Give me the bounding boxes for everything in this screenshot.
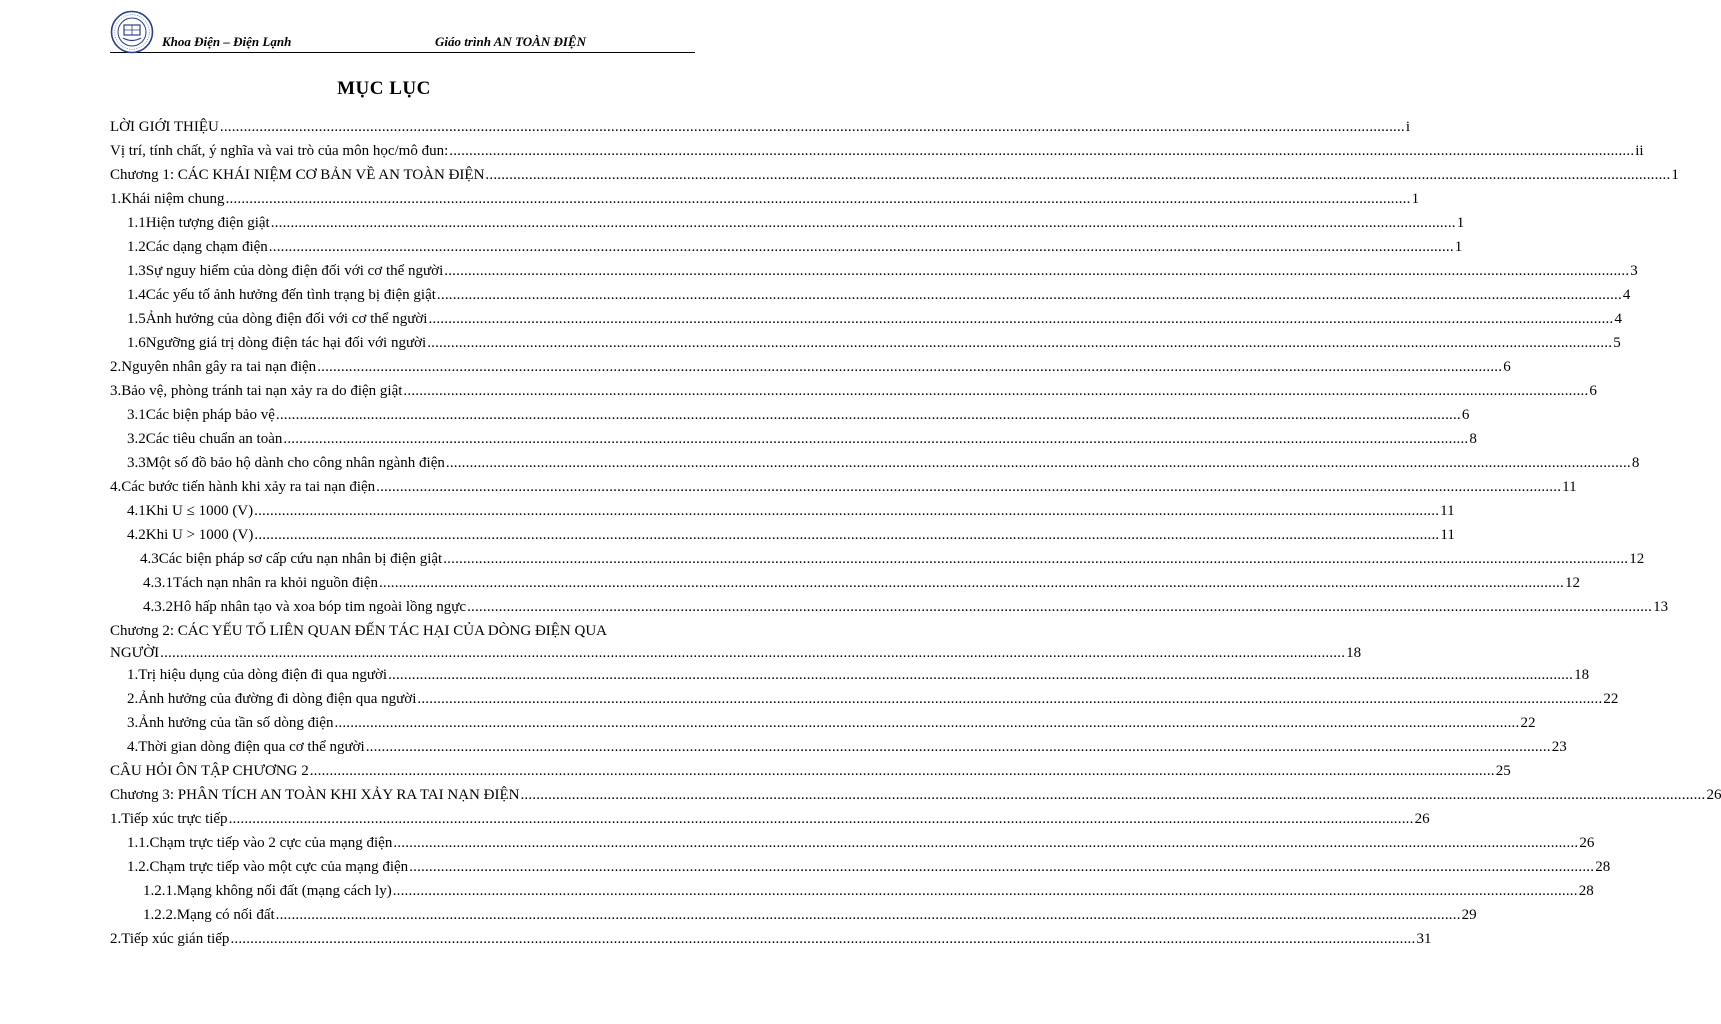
toc-entry[interactable] <box>110 762 1511 780</box>
dot-leader: ............................................................................................................................................................................................................................................................................................................ <box>275 407 1461 423</box>
toc-entry-text: Mạng có nối đất <box>176 907 275 923</box>
dot-leader: ............................................................................................................................................................................................................................................................................................................ <box>254 527 1440 543</box>
toc-entry[interactable] <box>110 358 1511 376</box>
toc-entry-page: 11 <box>1440 527 1455 543</box>
toc-entry[interactable] <box>127 738 1567 756</box>
toc-entry-page: 28 <box>1578 883 1594 899</box>
toc-entry-number: 4.3.2 <box>143 599 173 615</box>
toc-entry-text: Hô hấp nhân tạo và xoa bóp tim ngoài lồng ngực <box>173 599 467 615</box>
page-title: MỤC LỤC <box>337 78 431 99</box>
toc-entry[interactable] <box>140 550 1645 568</box>
toc-entry[interactable] <box>110 786 1721 804</box>
dot-leader: ............................................................................................................................................................................................................................................................................................................ <box>443 551 1629 567</box>
toc-entry-text: Các yếu tố ảnh hưởng đến tình trạng bị điện giật <box>145 287 436 303</box>
dot-leader: ............................................................................................................................................................................................................................................................................................................ <box>445 455 1631 471</box>
dot-leader: ............................................................................................................................................................................................................................................................................................................ <box>268 239 1454 255</box>
toc-entry[interactable] <box>110 118 1411 136</box>
toc-entry-text: Sự nguy hiểm của dòng điện đối với cơ thể người <box>145 263 444 279</box>
toc-entry-text: Các dạng chạm điện <box>145 239 268 255</box>
toc-entry-text: CÂU HỎI ÔN TẬP CHƯƠNG 2 <box>110 763 309 779</box>
toc-entry-number: 1.2 <box>127 239 146 255</box>
toc-entry[interactable] <box>127 406 1470 424</box>
toc-entry[interactable] <box>127 214 1465 232</box>
toc-entry-number: 4.3 <box>140 551 159 567</box>
toc-entry[interactable] <box>110 478 1577 496</box>
toc-entry[interactable] <box>127 834 1595 852</box>
toc-entry-page: 12 <box>1564 575 1580 591</box>
toc-entry-page: 28 <box>1595 859 1611 875</box>
dot-leader: ............................................................................................................................................................................................................................................................................................................ <box>427 335 1613 351</box>
toc-entry-text: Chạm trực tiếp vào một cực của mạng điện <box>149 859 409 875</box>
dot-leader: ............................................................................................................................................................................................................................................................................................................ <box>283 431 1469 447</box>
dot-leader: ............................................................................................................................................................................................................................................................................................................ <box>403 383 1589 399</box>
toc-entry-text: Tách nạn nhân ra khỏi nguồn điện <box>173 575 378 591</box>
toc-entry-page: i <box>1405 119 1411 135</box>
toc-entry-text: Ảnh hưởng của dòng điện đối với cơ thể người <box>145 311 428 327</box>
toc-entry-page: 11 <box>1562 479 1577 495</box>
toc-entry-page: 6 <box>1589 383 1597 399</box>
dot-leader: ............................................................................................................................................................................................................................................................................................................ <box>467 599 1653 615</box>
toc-entry[interactable] <box>110 644 1362 662</box>
dot-leader: ............................................................................................................................................................................................................................................................................................................ <box>417 691 1603 707</box>
toc-entry-page: 31 <box>1416 931 1432 947</box>
toc-entry[interactable] <box>127 526 1455 544</box>
dot-leader: ............................................................................................................................................................................................................................................................................................................ <box>228 811 1414 827</box>
toc-entry-text: Các tiêu chuẩn an toàn <box>145 431 283 447</box>
toc-entry-page: 26 <box>1414 811 1430 827</box>
toc-entry-page: 26 <box>1579 835 1595 851</box>
toc-entry-page: ii <box>1635 143 1644 159</box>
toc-entry-page: 8 <box>1469 431 1477 447</box>
toc-entry-page: 12 <box>1629 551 1645 567</box>
toc-entry-number: 4. <box>110 479 122 495</box>
dot-leader: ............................................................................................................................................................................................................................................................................................................ <box>160 645 1346 661</box>
school-logo-icon <box>110 10 154 54</box>
toc-entry-number: 3. <box>110 383 122 399</box>
toc-entry[interactable] <box>127 454 1640 472</box>
toc-entry-number: 4. <box>127 739 139 755</box>
toc-entry-page: 1 <box>1411 191 1420 207</box>
toc-entry-text: Tiếp xúc gián tiếp <box>121 931 230 947</box>
dot-leader: ............................................................................................................................................................................................................................................................................................................ <box>275 907 1461 923</box>
toc-entry-page: 6 <box>1503 359 1511 375</box>
toc-entry-text: Khái niệm chung <box>121 191 225 207</box>
toc-entry-page: 18 <box>1574 667 1590 683</box>
dot-leader: ............................................................................................................................................................................................................................................................................................................ <box>365 739 1551 755</box>
dot-leader: ............................................................................................................................................................................................................................................................................................................ <box>334 715 1520 731</box>
toc-entry-text: Một số đồ bảo hộ dành cho công nhân ngành điện <box>145 455 445 471</box>
toc-entry-text: Thời gian dòng điện qua cơ thể người <box>138 739 365 755</box>
toc-entry-text: Hiện tượng điện giật <box>145 215 270 231</box>
toc-entry-number: 4.3.1 <box>143 575 173 591</box>
toc-entry-text: LỜI GIỚI THIỆU <box>110 119 219 135</box>
toc-entry-page: 4 <box>1622 287 1631 303</box>
toc-entry-page: 1 <box>1456 215 1465 231</box>
toc-entry[interactable] <box>127 858 1611 876</box>
toc-entry-page: 11 <box>1440 503 1455 519</box>
toc-entry[interactable] <box>110 166 1679 184</box>
toc-entry-number: 1.3 <box>127 263 146 279</box>
toc-entry[interactable] <box>127 238 1463 256</box>
toc-entry-number: 1.4 <box>127 287 146 303</box>
toc-entry[interactable] <box>110 142 1644 160</box>
dot-leader: ............................................................................................................................................................................................................................................................................................................ <box>444 263 1630 279</box>
toc-entry-text: NGƯỜI <box>110 645 160 661</box>
dot-leader: ............................................................................................................................................................................................................................................................................................................ <box>393 835 1579 851</box>
toc-entry-text: Khi U > 1000 (V) <box>145 527 254 543</box>
toc-entry-text[interactable]: Chương 2: CÁC YẾU TỐ LIÊN QUAN ĐẾN TÁC HẠI CỦA DÒNG ĐIỆN QUA <box>110 623 608 639</box>
toc-entry-text: Khi U ≤ 1000 (V) <box>145 503 254 519</box>
dot-leader: ............................................................................................................................................................................................................................................................................................................ <box>270 215 1456 231</box>
toc-entry-number: 3. <box>127 715 139 731</box>
toc-entry[interactable] <box>127 286 1631 304</box>
toc-entry-number: 3.1 <box>127 407 146 423</box>
department-name: Khoa Điện – Điện Lạnh <box>162 34 292 49</box>
toc-entry-number: 1. <box>127 667 139 683</box>
toc-entry-page: 22 <box>1603 691 1619 707</box>
toc-entry-text: Trị hiệu dụng của dòng điện đi qua người <box>138 667 388 683</box>
toc-entry[interactable] <box>127 714 1536 732</box>
toc-entry[interactable] <box>127 690 1619 708</box>
toc-entry-page: 6 <box>1461 407 1470 423</box>
toc-entry-number: 1.1 <box>127 215 146 231</box>
toc-entry-page: 3 <box>1630 263 1638 279</box>
toc-entry-page: 25 <box>1495 763 1511 779</box>
toc-entry[interactable] <box>127 262 1638 280</box>
dot-leader: ............................................................................................................................................................................................................................................................................................................ <box>309 763 1495 779</box>
toc-entry-number: 2. <box>110 359 122 375</box>
toc-entry-number: 1.6 <box>127 335 146 351</box>
dot-leader: ............................................................................................................................................................................................................................................................................................................ <box>485 167 1671 183</box>
dot-leader: ............................................................................................................................................................................................................................................................................................................ <box>254 503 1440 519</box>
dot-leader: ............................................................................................................................................................................................................................................................................................................ <box>230 931 1416 947</box>
dot-leader: ............................................................................................................................................................................................................................................................................................................ <box>376 479 1562 495</box>
dot-leader: ............................................................................................................................................................................................................................................................................................................ <box>520 787 1706 803</box>
toc-entry-page: 22 <box>1520 715 1536 731</box>
toc-entry-text: Vị trí, tính chất, ý nghĩa và vai trò của môn học/mô đun: <box>110 143 449 159</box>
toc-entry-text: Các bước tiến hành khi xảy ra tai nạn điện <box>121 479 376 495</box>
toc-entry[interactable] <box>127 502 1455 520</box>
toc-entry[interactable] <box>127 310 1622 328</box>
page-header <box>110 10 695 53</box>
toc-entry-page: 23 <box>1551 739 1567 755</box>
toc-entry-page: 1 <box>1671 167 1679 183</box>
dot-leader: ............................................................................................................................................................................................................................................................................................................ <box>225 191 1411 207</box>
toc-entry-text: Các biện pháp bảo vệ <box>145 407 275 423</box>
dot-leader: ............................................................................................................................................................................................................................................................................................................ <box>378 575 1564 591</box>
toc-entry-number: 3.3 <box>127 455 146 471</box>
toc-entry[interactable] <box>110 382 1597 400</box>
toc-entry-page: 26 <box>1706 787 1721 803</box>
toc-entry-page: 18 <box>1346 645 1362 661</box>
toc-entry-number: 1.5 <box>127 311 146 327</box>
dot-leader: ............................................................................................................................................................................................................................................................................................................ <box>436 287 1622 303</box>
toc-entry[interactable] <box>127 334 1621 352</box>
course-name: Giáo trình AN TOÀN ĐIỆN <box>435 34 586 49</box>
toc-entry-page: 5 <box>1613 335 1621 351</box>
toc-entry-text: Tiếp xúc trực tiếp <box>121 811 228 827</box>
toc-entry[interactable] <box>110 930 1432 948</box>
toc-entry-number: 3.2 <box>127 431 146 447</box>
toc-entry-text: Chương 3: PHÂN TÍCH AN TOÀN KHI XẢY RA TAI NẠN ĐIỆN <box>110 787 520 803</box>
dot-leader: ............................................................................................................................................................................................................................................................................................................ <box>449 143 1635 159</box>
toc-entry-number: 1.2. <box>127 859 150 875</box>
toc-entry[interactable] <box>127 666 1590 684</box>
toc-entry-page: 4 <box>1614 311 1622 327</box>
toc-entry-page: 8 <box>1631 455 1640 471</box>
toc-entry[interactable] <box>110 810 1430 828</box>
toc-entry-number: 2. <box>127 691 139 707</box>
toc-entry-text: Ngưỡng giá trị dòng điện tác hại đối với người <box>145 335 427 351</box>
dot-leader: ............................................................................................................................................................................................................................................................................................................ <box>219 119 1405 135</box>
toc-entry-number: 1. <box>110 191 122 207</box>
toc-entry[interactable] <box>143 598 1669 616</box>
dot-leader: ............................................................................................................................................................................................................................................................................................................ <box>428 311 1614 327</box>
toc-entry-page: 1 <box>1454 239 1463 255</box>
toc-entry-text: Bảo vệ, phòng tránh tai nạn xảy ra do điện giật <box>121 383 403 399</box>
toc-entry-page: 29 <box>1461 907 1477 923</box>
toc-entry-number: 1.2.1. <box>143 883 177 899</box>
toc-entry-number: 1.1. <box>127 835 150 851</box>
dot-leader: ............................................................................................................................................................................................................................................................................................................ <box>317 359 1503 375</box>
dot-leader: ............................................................................................................................................................................................................................................................................................................ <box>392 883 1578 899</box>
toc-entry[interactable] <box>143 906 1477 924</box>
toc-entry-text: Các biện pháp sơ cấp cứu nạn nhân bị điện giật <box>158 551 443 567</box>
toc-entry-number: 1. <box>110 811 122 827</box>
toc-entry-text: Chạm trực tiếp vào 2 cực của mạng điện <box>149 835 393 851</box>
toc-entry[interactable] <box>110 190 1420 208</box>
toc-entry-text: Ảnh hưởng của tần số dòng điện <box>138 715 334 731</box>
toc-entry-number: 4.1 <box>127 503 146 519</box>
toc-entry[interactable] <box>127 430 1477 448</box>
toc-entry-number: 1.2.2. <box>143 907 177 923</box>
toc-entry-page: 13 <box>1653 599 1669 615</box>
toc-entry[interactable] <box>143 882 1594 900</box>
toc-entry-number: 4.2 <box>127 527 146 543</box>
toc-entry-text: Ảnh hưởng của đường đi dòng điện qua người <box>138 691 417 707</box>
toc-entry-number: 2. <box>110 931 122 947</box>
toc-entry[interactable] <box>143 574 1580 592</box>
toc-entry-text: Chương 1: CÁC KHÁI NIỆM CƠ BẢN VỀ AN TOÀN ĐIỆN <box>110 167 485 183</box>
dot-leader: ............................................................................................................................................................................................................................................................................................................ <box>388 667 1574 683</box>
toc-entry-text: Mạng không nối đất (mạng cách ly) <box>176 883 392 899</box>
toc-entry-text: Nguyên nhân gây ra tai nạn điện <box>121 359 317 375</box>
dot-leader: ............................................................................................................................................................................................................................................................................................................ <box>409 859 1595 875</box>
